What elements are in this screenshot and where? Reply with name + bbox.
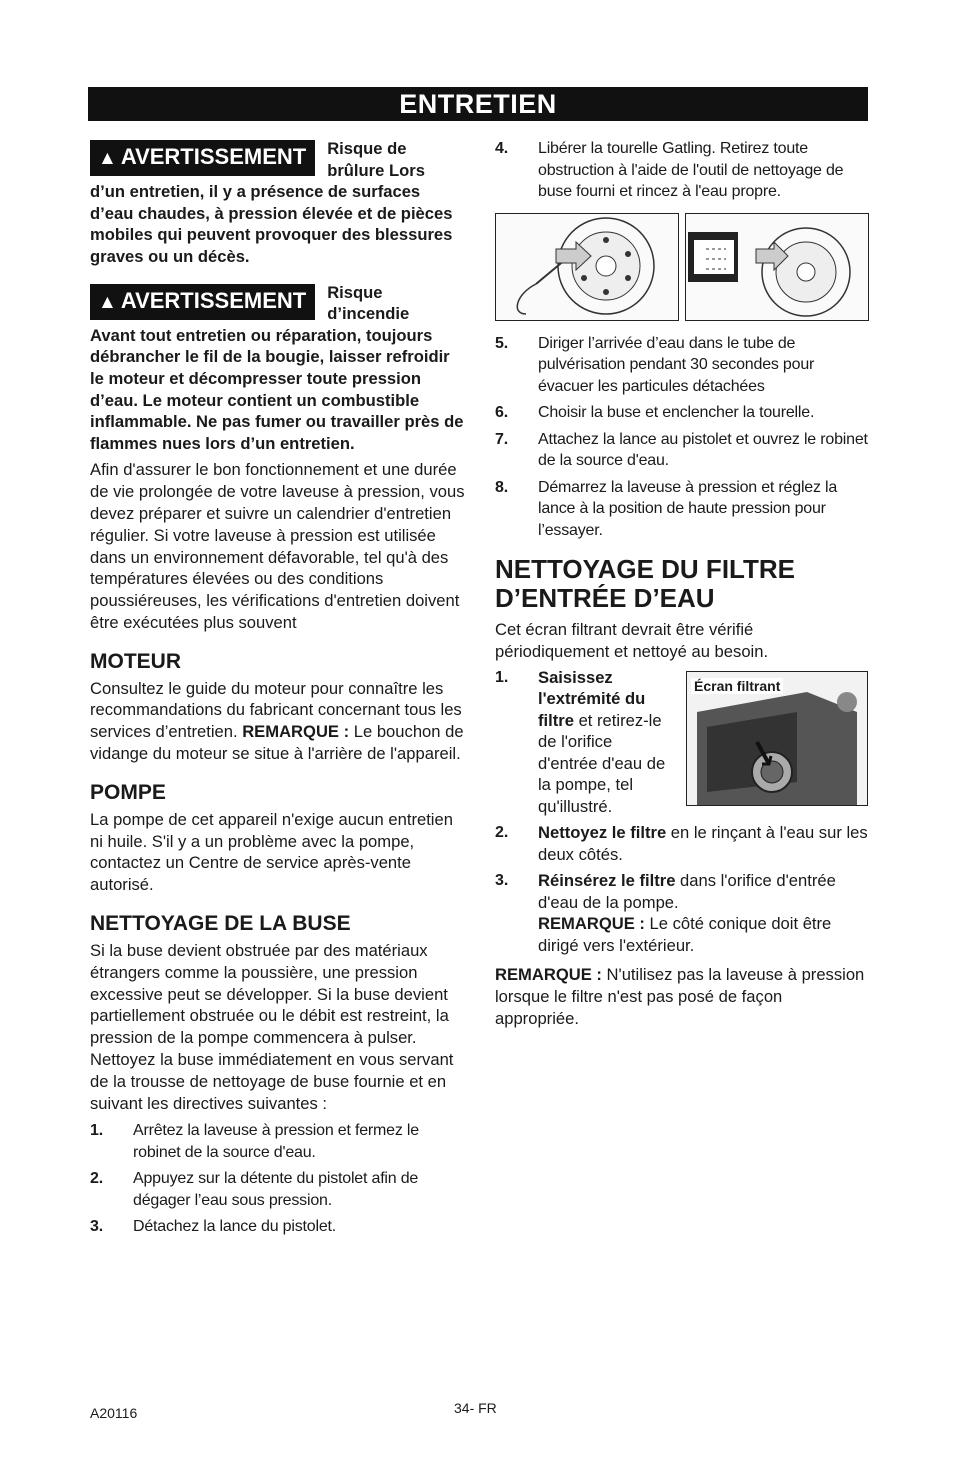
filter-screen-image bbox=[686, 671, 868, 806]
warning-body: Avant tout entretien ou réparation, toujours débrancher le fil de la bougie, laisser refroidir le moteur et décompresser toute pression d’eau. Le moteur contient un combustible inflammable. Ne pas fumer ou travailler près de flammes nues lors d’un entretien. bbox=[90, 325, 464, 453]
filter-screen-label: Écran filtrant bbox=[691, 678, 783, 694]
section-heading-filtre: NETTOYAGE DU FILTRE D’ENTRÉE D’EAU bbox=[495, 554, 795, 613]
warning-body: d’un entretien, il y a présence de surfaces d’eau chaudes, à pression élevée et de pièces mobiles qui peuvent provoquer des blessures graves ou un décès. bbox=[90, 182, 453, 266]
filtre-step1-block bbox=[495, 667, 870, 818]
list-item: 5. Diriger l’arrivée d’eau dans le tube de pulvérisation pendant 30 secondes pour évacuer les particules détachées bbox=[495, 334, 815, 395]
water-flush-image bbox=[685, 213, 869, 321]
nozzle-figures bbox=[495, 213, 870, 321]
warning-head: Risque de brûlure Lors bbox=[327, 139, 425, 180]
warning-triangle-icon: ▲ bbox=[98, 148, 117, 169]
warning-badge: ▲ AVERTISSEMENT bbox=[90, 140, 315, 176]
list-item: 4. Libérer la tourelle Gatling. Retirez toute obstruction à l'aide de l'outil de nettoyage de buse fourni et rincez à l'eau propre. bbox=[495, 140, 844, 200]
warning-head: Risque d’incendie bbox=[327, 282, 410, 324]
list-item: 8. Démarrez la laveuse à pression et réglez la lance à la position de haute pression pour l’essayer. bbox=[495, 478, 838, 539]
list-item: 7. Attachez la lance au pistolet et ouvrez le robinet de la source d'eau. bbox=[495, 430, 868, 469]
filtre-remark: REMARQUE : N'utilisez pas la laveuse à pression lorsque le filtre n'est pas posé de façon appropriée. bbox=[495, 965, 865, 1028]
left-column bbox=[90, 138, 465, 1243]
list-item: 3. Réinsérez le filtre dans l'orifice d'entrée d'eau de la pompe. REMARQUE : Le côté conique doit être dirigé vers l'extérieur. bbox=[495, 871, 836, 955]
nozzle-cleaning-tool-image bbox=[495, 213, 679, 321]
list-item: 1. Saisissez l'extrémité du filtre et retirez-le de l'orifice d'entrée d'eau de la pompe, tel qu'illustré. bbox=[495, 667, 666, 816]
section-heading-moteur: MOTEUR bbox=[90, 649, 181, 673]
list-item: 2. Appuyez sur la détente du pistolet afin de dégager l’eau sous pression. bbox=[90, 1170, 419, 1209]
warning-fire bbox=[90, 282, 465, 455]
warning-triangle-icon: ▲ bbox=[98, 291, 117, 313]
page-title: ENTRETIEN bbox=[88, 87, 868, 121]
list-item: 3. Détachez la lance du pistolet. bbox=[90, 1218, 337, 1236]
warning-badge: ▲ AVERTISSEMENT bbox=[90, 284, 315, 320]
list-item: 6. Choisir la buse et enclencher la tourelle. bbox=[495, 404, 815, 421]
buse-paragraph: Si la buse devient obstruée par des matériaux étrangers comme la poussière, une pression excessive peut se développer. Si la buse devient partiellement obstruée ou le débit est restreint, la pression de la pompe commencera à pulser. Nettoyez la buse immédiatement en vous servant de la trousse de nettoyage de buse fournie et en suivant les directives suivantes : bbox=[90, 941, 454, 1113]
section-heading-pompe: POMPE bbox=[90, 780, 166, 804]
section-heading-buse: NETTOYAGE DE LA BUSE bbox=[90, 912, 351, 936]
moteur-paragraph: Consultez le guide du moteur pour connaître les recommandations du fabricant concernant tous les services d’entretien. REMARQUE : Le bouchon de vidange du moteur se situe à l'arrière de l'appareil. bbox=[90, 678, 464, 764]
intro-paragraph: Afin d'assurer le bon fonctionnement et une durée de vie prolongée de votre laveuse à pression, vous devez préparer et suivre un calendrier d'entretien régulier. Si votre laveuse à pression est utilisée dans un environnement défavorable, tel qu'à des températures élevées ou des conditions poussiéreuses, les vérifications d'entretien doivent être exécutées plus souvent bbox=[90, 460, 465, 632]
warning-burn bbox=[90, 138, 465, 268]
pompe-paragraph: La pompe de cet appareil n'exige aucun entretien ni huile. S'il y a un problème avec la pompe, contactez un Centre de service après-vente autorisé. bbox=[90, 809, 453, 895]
page-number: 34- FR bbox=[454, 1400, 497, 1416]
list-item: 1. Arrêtez la laveuse à pression et fermez le robinet de la source d'eau. bbox=[90, 1122, 419, 1161]
right-column bbox=[495, 138, 870, 1029]
document-code: A20116 bbox=[90, 1405, 138, 1421]
filtre-intro: Cet écran filtrant devrait être vérifié périodiquement et nettoyé au besoin. bbox=[495, 620, 769, 661]
list-item: 2. Nettoyez le filtre en le rinçant à l'eau sur les deux côtés. bbox=[495, 823, 868, 864]
